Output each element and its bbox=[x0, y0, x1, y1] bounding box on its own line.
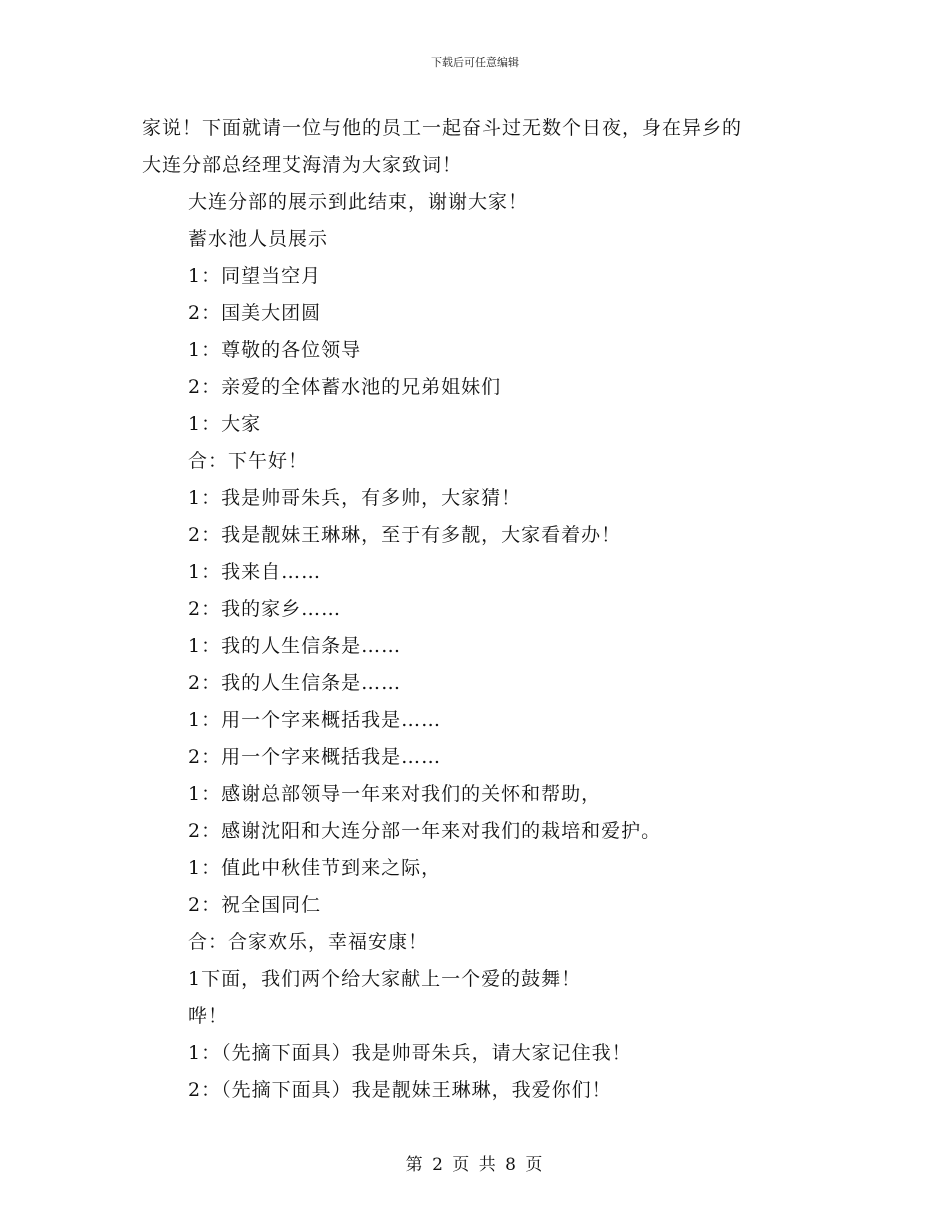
dialogue-line: 1：用一个字来概括我是…… bbox=[188, 709, 442, 731]
dialogue-line: 合：合家欢乐，幸福安康！ bbox=[188, 931, 429, 953]
dialogue-line: 2：（先摘下面具）我是靓妹王琳琳，我爱你们！ bbox=[188, 1079, 612, 1101]
dialogue-line: 2：我的人生信条是…… bbox=[188, 672, 402, 694]
page-header: 下载后可任意编辑 bbox=[431, 56, 519, 69]
section-heading: 蓄水池人员展示 bbox=[188, 228, 329, 250]
page-number-footer: 第 2 页 共 8 页 bbox=[405, 1155, 545, 1175]
dialogue-line: 1：值此中秋佳节到来之际， bbox=[188, 857, 442, 879]
document-body bbox=[142, 110, 832, 1109]
paragraph-line: 大连分部的展示到此结束，谢谢大家！ bbox=[188, 191, 529, 213]
dialogue-line: 1：（先摘下面具）我是帅哥朱兵，请大家记住我！ bbox=[188, 1042, 632, 1064]
dialogue-line: 1：我的人生信条是…… bbox=[188, 635, 402, 657]
dialogue-line: 2：国美大团圆 bbox=[188, 302, 322, 324]
dialogue-line: 2：祝全国同仁 bbox=[188, 894, 322, 916]
dialogue-line: 1：我来自…… bbox=[188, 561, 322, 583]
dialogue-line: 哗！ bbox=[188, 1005, 229, 1027]
dialogue-line: 1：我是帅哥朱兵，有多帅，大家猜！ bbox=[188, 487, 522, 509]
dialogue-line: 2：用一个字来概括我是…… bbox=[188, 746, 442, 768]
dialogue-line: 2：我的家乡…… bbox=[188, 598, 342, 620]
dialogue-line: 1下面，我们两个给大家献上一个爱的鼓舞！ bbox=[188, 968, 582, 990]
dialogue-line: 1：感谢总部领导一年来对我们的关怀和帮助， bbox=[188, 783, 602, 805]
dialogue-line: 2：亲爱的全体蓄水池的兄弟姐妹们 bbox=[188, 376, 502, 398]
dialogue-line: 2：我是靓妹王琳琳，至于有多靓，大家看着办！ bbox=[188, 524, 622, 546]
dialogue-line: 1：尊敬的各位领导 bbox=[188, 339, 362, 361]
paragraph-line: 家说！下面就请一位与他的员工一起奋斗过无数个日夜，身在异乡的 bbox=[142, 117, 743, 139]
dialogue-line: 2：感谢沈阳和大连分部一年来对我们的栽培和爱护。 bbox=[188, 820, 662, 842]
paragraph-line: 大连分部总经理艾海清为大家致词！ bbox=[142, 154, 463, 176]
dialogue-line: 1：同望当空月 bbox=[188, 265, 322, 287]
dialogue-line: 合：下午好！ bbox=[188, 450, 309, 472]
dialogue-line: 1：大家 bbox=[188, 413, 262, 435]
